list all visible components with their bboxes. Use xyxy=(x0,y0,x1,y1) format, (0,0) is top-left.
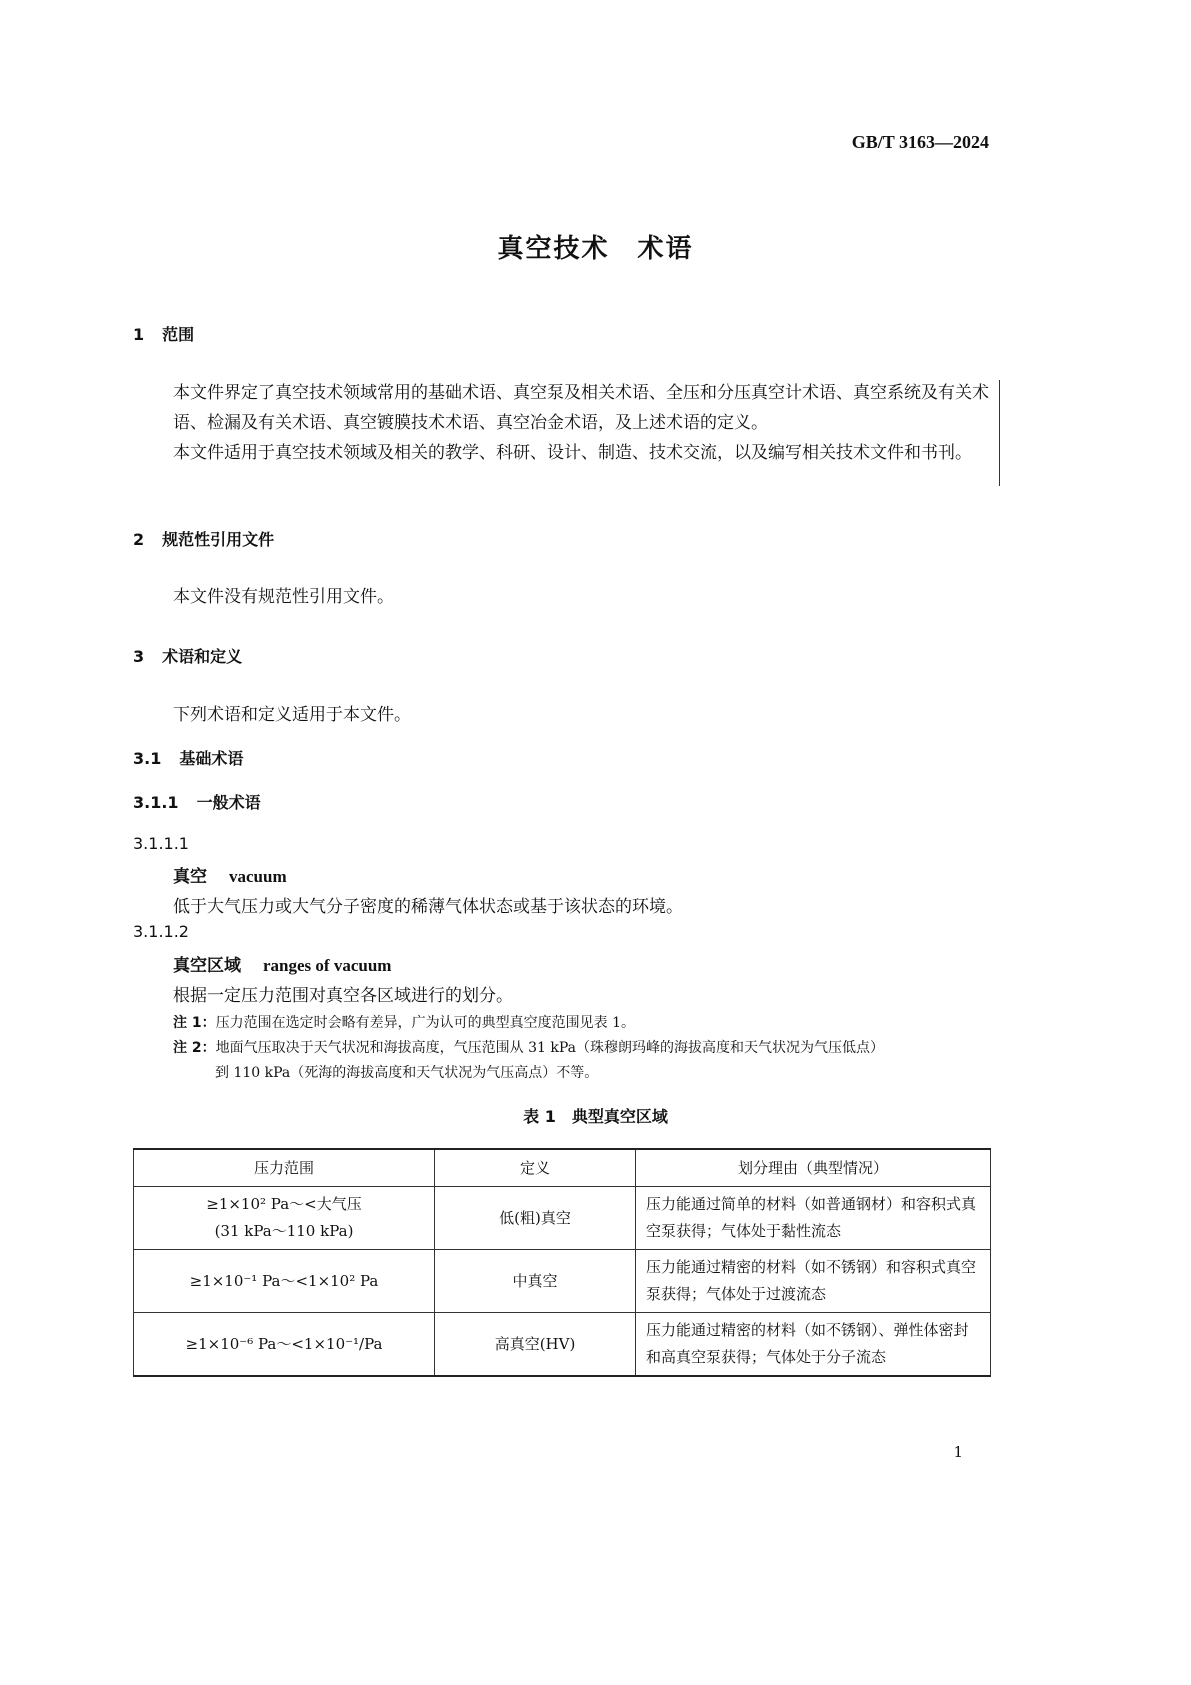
note-1 xyxy=(173,1012,635,1032)
definition-cell: 高真空(HV) xyxy=(435,1313,636,1377)
page-number: 1 xyxy=(953,1443,963,1461)
term-number: 3.1.1.1 xyxy=(133,834,189,853)
column-header: 划分理由（典型情况） xyxy=(636,1149,991,1187)
reason-cell: 压力能通过精密的材料（如不锈钢）、弹性体密封和高真空泵获得；气体处于分子流态 xyxy=(636,1313,991,1377)
cell-text: (31 kPa～110 kPa) xyxy=(214,1222,354,1240)
note-label: 注 2： xyxy=(173,1040,216,1056)
change-bar xyxy=(999,380,1000,486)
term-heading xyxy=(173,862,287,887)
section-3-1-1-heading xyxy=(133,790,261,813)
section-number: 3 xyxy=(133,647,145,666)
table-row xyxy=(134,1187,991,1250)
term-definition: 根据一定压力范围对真空各区域进行的划分。 xyxy=(173,986,513,1006)
note-2-continued: 到 110 kPa（死海的海拔高度和天气状况为气压高点）不等。 xyxy=(215,1065,599,1081)
section-title: 规范性引用文件 xyxy=(162,530,275,549)
definition-cell: 低(粗)真空 xyxy=(435,1187,636,1250)
term-cn: 真空区域 xyxy=(173,956,241,976)
term-number: 3.1.1.2 xyxy=(133,922,189,941)
term-cn: 真空 xyxy=(173,867,207,887)
section-title: 一般术语 xyxy=(196,793,261,812)
pressure-range-cell: ≥1×10⁻¹ Pa～<1×10² Pa xyxy=(134,1250,435,1313)
table-caption: 表 1 典型真空区域 xyxy=(523,1107,668,1126)
section-title: 基础术语 xyxy=(179,749,244,768)
document-number: GB/T 3163—2024 xyxy=(851,132,989,152)
section-number: 1 xyxy=(133,325,145,344)
column-header: 压力范围 xyxy=(134,1149,435,1187)
term-en: ranges of vacuum xyxy=(263,956,392,975)
note-text: 地面气压取决于天气状况和海拔高度，气压范围从 31 kPa（珠穆朗玛峰的海拔高度和天气状况为气压低点） xyxy=(215,1040,884,1056)
term-heading xyxy=(173,951,391,976)
term-en: vacuum xyxy=(229,867,287,886)
paragraph: 本文件适用于真空技术领域及相关的教学、科研、设计、制造、技术交流，以及编写相关技术文件和书刊。 xyxy=(173,443,972,463)
table-row xyxy=(134,1313,991,1377)
vacuum-ranges-table xyxy=(133,1148,991,1377)
note-label: 注 1： xyxy=(173,1015,216,1031)
table-row xyxy=(134,1250,991,1313)
cell-text: ≥1×10² Pa～<大气压 xyxy=(206,1195,362,1213)
reason-cell: 压力能通过精密的材料（如不锈钢）和容积式真空泵获得；气体处于过渡流态 xyxy=(636,1250,991,1313)
section-2-heading xyxy=(133,527,274,550)
section-number: 2 xyxy=(133,530,145,549)
section-title: 范围 xyxy=(162,325,195,344)
paragraph: 下列术语和定义适用于本文件。 xyxy=(173,705,411,725)
section-3-heading xyxy=(133,644,242,667)
definition-cell: 中真空 xyxy=(435,1250,636,1313)
column-header: 定义 xyxy=(435,1149,636,1187)
paragraph: 本文件界定了真空技术领域常用的基础术语、真空泵及相关术语、全压和分压真空计术语、真空系统及有关术语、检漏及有关术语、真空镀膜技术术语、真空冶金术语，及上述术语的定义。 xyxy=(173,383,989,433)
section-number: 3.1 xyxy=(133,749,162,768)
note-2 xyxy=(173,1037,884,1057)
section-1-heading xyxy=(133,322,194,345)
paragraph: 本文件没有规范性引用文件。 xyxy=(173,587,394,607)
page-title: 真空技术 术语 xyxy=(497,234,694,264)
table-header-row xyxy=(134,1149,991,1187)
pressure-range-cell: ≥1×10⁻⁶ Pa～<1×10⁻¹/Pa xyxy=(134,1313,435,1377)
pressure-range-cell xyxy=(134,1187,435,1250)
section-number: 3.1.1 xyxy=(133,793,179,812)
reason-cell: 压力能通过简单的材料（如普通钢材）和容积式真空泵获得；气体处于黏性流态 xyxy=(636,1187,991,1250)
section-3-1-heading xyxy=(133,746,243,769)
note-text: 压力范围在选定时会略有差异，广为认可的典型真空度范围见表 1。 xyxy=(215,1015,635,1031)
section-title: 术语和定义 xyxy=(162,647,243,666)
term-definition: 低于大气压力或大气分子密度的稀薄气体状态或基于该状态的环境。 xyxy=(173,897,683,917)
